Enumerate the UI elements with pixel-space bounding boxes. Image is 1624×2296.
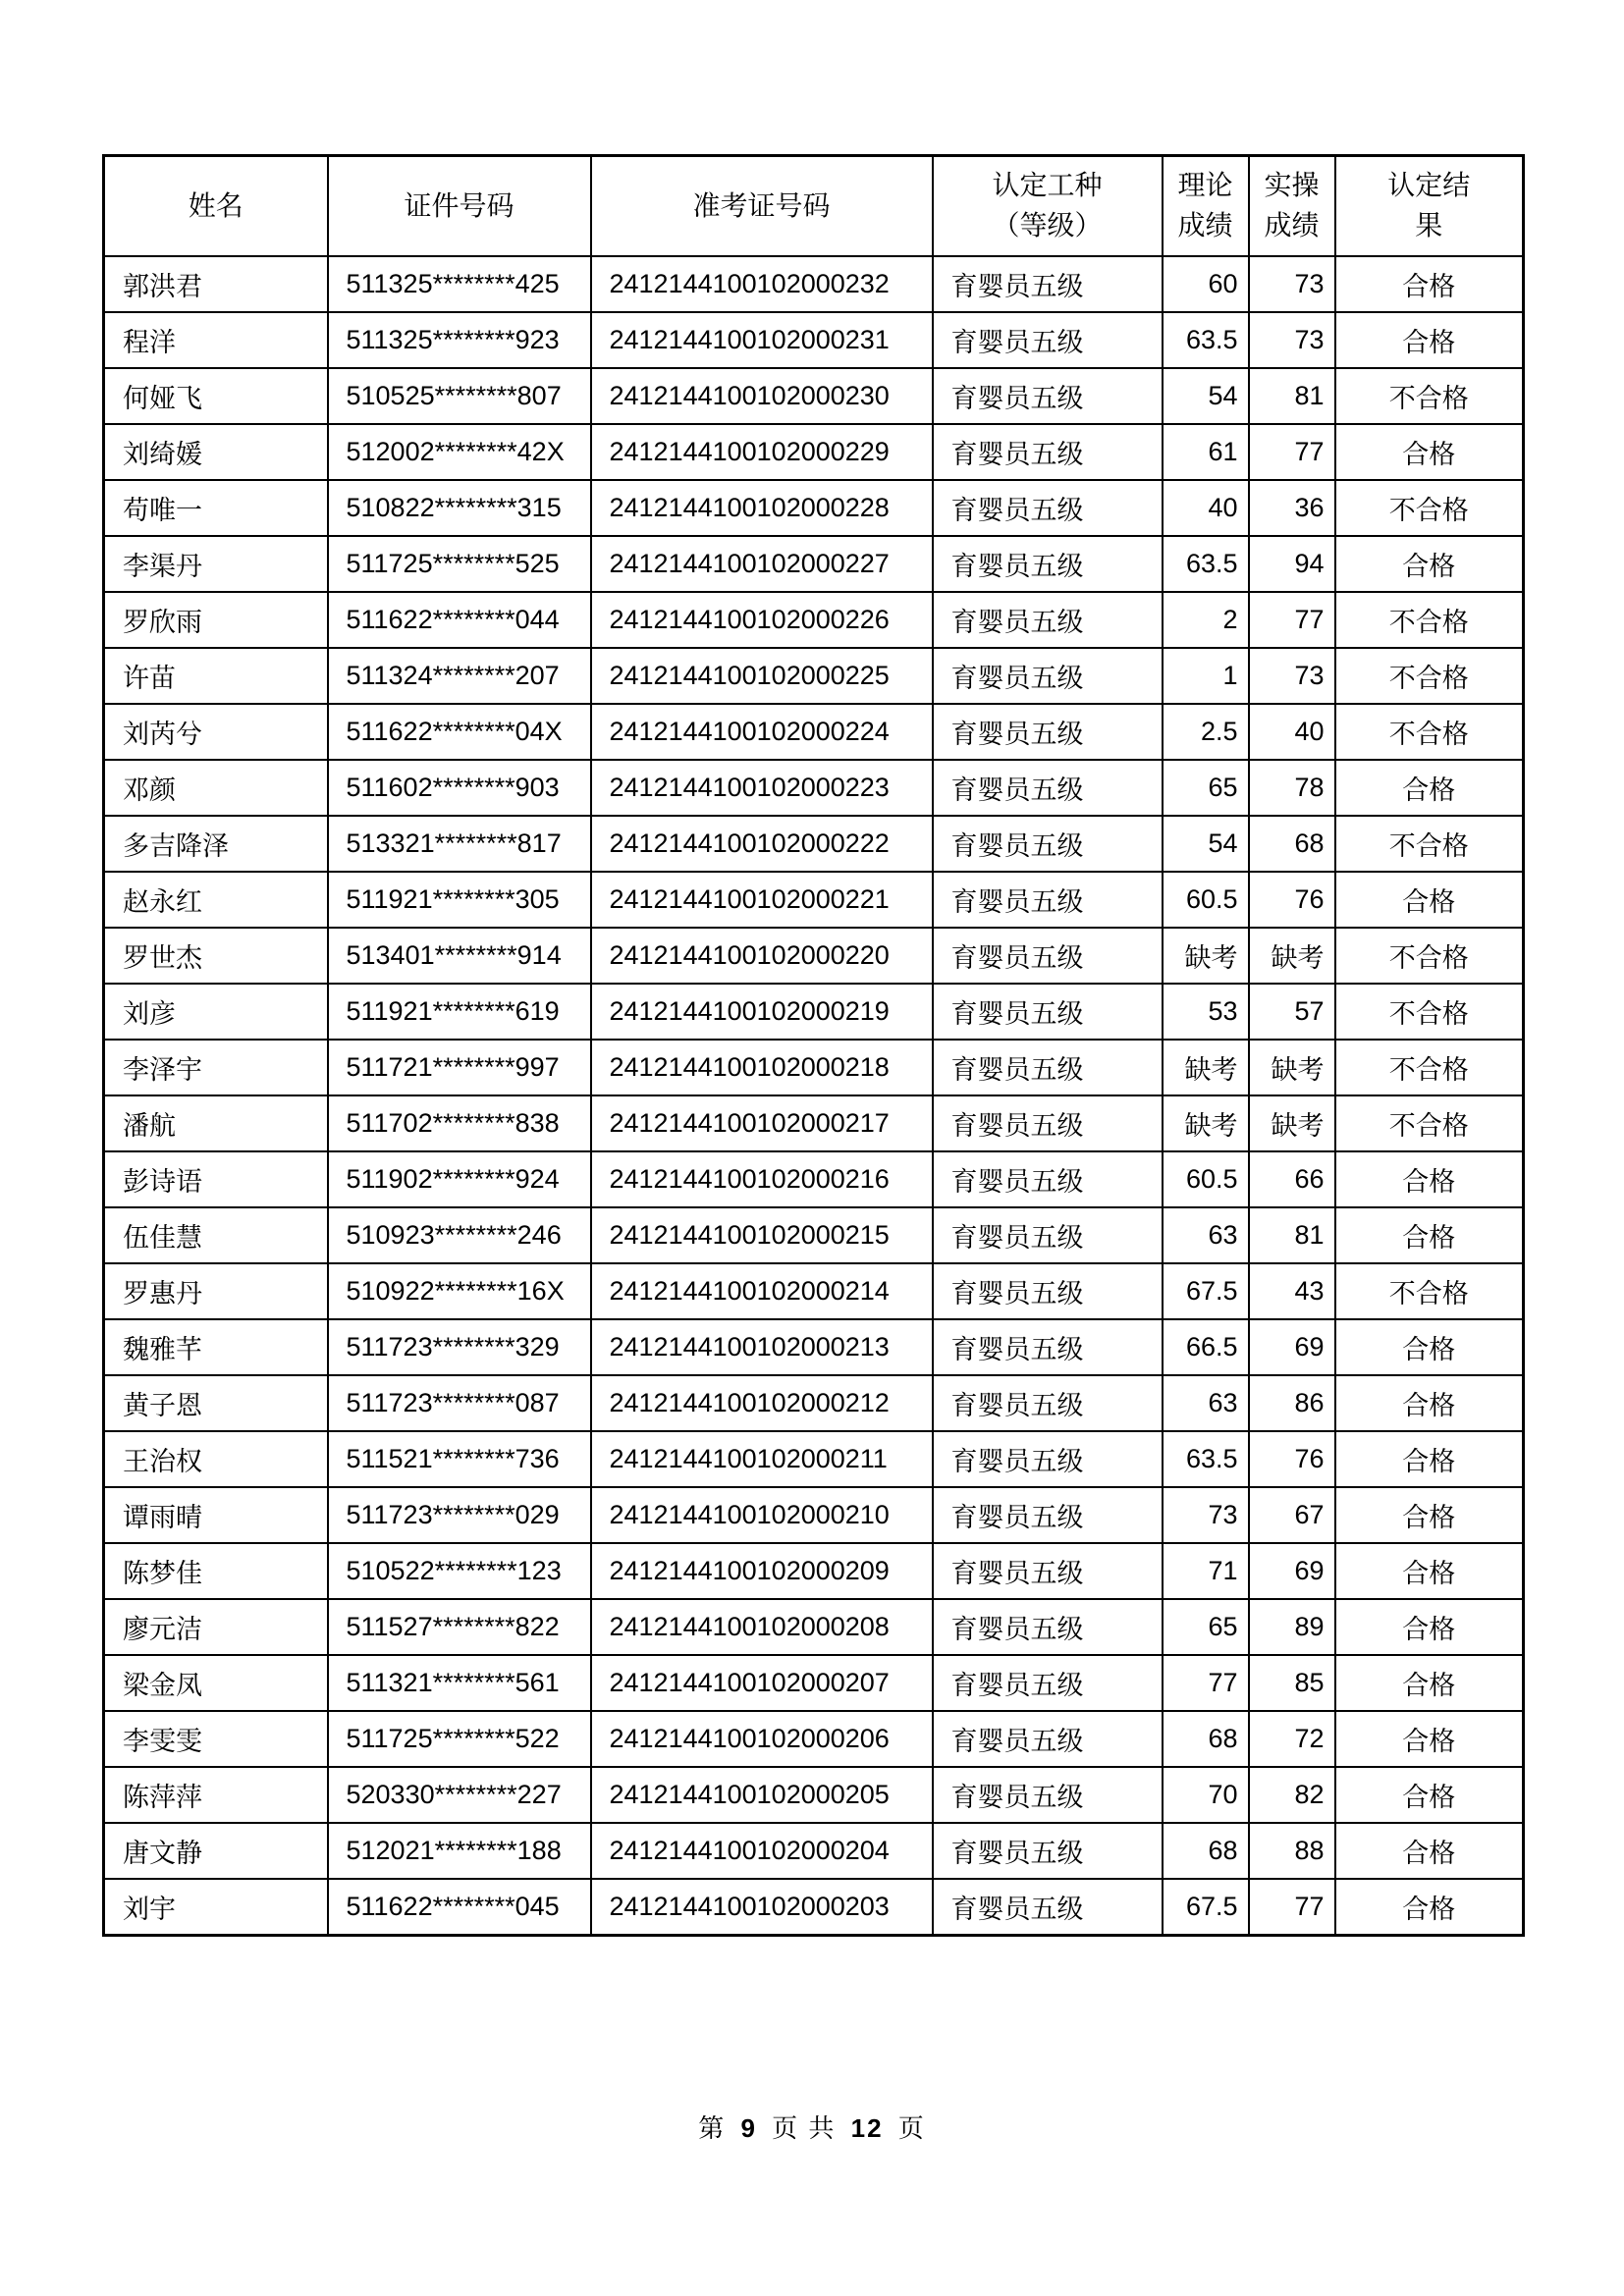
occupation-cell: 育婴员五级 <box>933 1767 1163 1823</box>
occupation-cell: 育婴员五级 <box>933 816 1163 872</box>
table-row <box>104 536 1524 592</box>
practical-score-cell: 缺考 <box>1249 928 1335 984</box>
id-number-cell: 511902********924 <box>328 1151 591 1207</box>
table-row <box>104 872 1524 928</box>
theory-score-cell: 66.5 <box>1163 1319 1249 1375</box>
col-header-theory-score <box>1163 156 1249 257</box>
theory-score-cell: 54 <box>1163 368 1249 424</box>
result-cell: 合格 <box>1335 256 1524 312</box>
practical-score-cell: 73 <box>1249 312 1335 368</box>
name-cell: 李渠丹 <box>104 536 328 592</box>
theory-score-cell: 67.5 <box>1163 1263 1249 1319</box>
practical-score-cell: 76 <box>1249 872 1335 928</box>
result-cell: 合格 <box>1335 1375 1524 1431</box>
name-cell: 何娅飞 <box>104 368 328 424</box>
name-cell: 李雯雯 <box>104 1711 328 1767</box>
result-cell: 合格 <box>1335 1711 1524 1767</box>
exam-number-cell: 2412144100102000223 <box>591 760 933 816</box>
result-cell: 合格 <box>1335 1487 1524 1543</box>
table-row <box>104 368 1524 424</box>
id-number-cell: 511723********329 <box>328 1319 591 1375</box>
exam-number-cell: 2412144100102000214 <box>591 1263 933 1319</box>
theory-score-cell: 40 <box>1163 480 1249 536</box>
practical-score-cell: 43 <box>1249 1263 1335 1319</box>
theory-score-cell: 53 <box>1163 984 1249 1040</box>
footer-total-pages: 12 <box>850 2113 884 2143</box>
theory-score-cell: 68 <box>1163 1711 1249 1767</box>
exam-number-cell: 2412144100102000226 <box>591 592 933 648</box>
table-row <box>104 1040 1524 1095</box>
occupation-cell: 育婴员五级 <box>933 1823 1163 1879</box>
name-cell: 廖元洁 <box>104 1599 328 1655</box>
theory-score-cell: 1 <box>1163 648 1249 704</box>
result-cell: 合格 <box>1335 1767 1524 1823</box>
practical-score-cell: 72 <box>1249 1711 1335 1767</box>
name-cell: 魏雅芊 <box>104 1319 328 1375</box>
practical-score-cell: 36 <box>1249 480 1335 536</box>
col-header-result-line2: 果 <box>1415 210 1443 240</box>
id-number-cell: 513401********914 <box>328 928 591 984</box>
name-cell: 潘航 <box>104 1095 328 1151</box>
occupation-cell: 育婴员五级 <box>933 1487 1163 1543</box>
name-cell: 刘绮媛 <box>104 424 328 480</box>
id-number-cell: 511622********04X <box>328 704 591 760</box>
name-cell: 谭雨晴 <box>104 1487 328 1543</box>
col-header-name-label: 姓名 <box>188 189 244 221</box>
col-header-occupation <box>933 156 1163 257</box>
result-cell: 合格 <box>1335 1431 1524 1487</box>
name-cell: 陈萍萍 <box>104 1767 328 1823</box>
theory-score-cell: 54 <box>1163 816 1249 872</box>
practical-score-cell: 67 <box>1249 1487 1335 1543</box>
name-cell: 刘宇 <box>104 1879 328 1936</box>
occupation-cell: 育婴员五级 <box>933 480 1163 536</box>
col-header-exam-number-label: 准考证号码 <box>692 189 831 221</box>
col-header-theory-line1: 理论 <box>1177 170 1233 201</box>
occupation-cell: 育婴员五级 <box>933 1879 1163 1936</box>
result-cell: 合格 <box>1335 1151 1524 1207</box>
table-row <box>104 648 1524 704</box>
practical-score-cell: 77 <box>1249 1879 1335 1936</box>
occupation-cell: 育婴员五级 <box>933 1655 1163 1711</box>
id-number-cell: 511725********522 <box>328 1711 591 1767</box>
occupation-cell: 育婴员五级 <box>933 760 1163 816</box>
exam-number-cell: 2412144100102000204 <box>591 1823 933 1879</box>
results-table <box>102 154 1525 1937</box>
exam-number-cell: 2412144100102000206 <box>591 1711 933 1767</box>
name-cell: 许苗 <box>104 648 328 704</box>
result-cell: 合格 <box>1335 1823 1524 1879</box>
col-header-theory-line2: 成绩 <box>1177 210 1233 240</box>
result-cell: 不合格 <box>1335 648 1524 704</box>
name-cell: 苟唯一 <box>104 480 328 536</box>
id-number-cell: 512021********188 <box>328 1823 591 1879</box>
table-row <box>104 984 1524 1040</box>
table-row <box>104 1655 1524 1711</box>
id-number-cell: 510922********16X <box>328 1263 591 1319</box>
result-cell: 合格 <box>1335 1655 1524 1711</box>
result-cell: 合格 <box>1335 1207 1524 1263</box>
theory-score-cell: 68 <box>1163 1823 1249 1879</box>
occupation-cell: 育婴员五级 <box>933 368 1163 424</box>
exam-number-cell: 2412144100102000211 <box>591 1431 933 1487</box>
theory-score-cell: 缺考 <box>1163 1095 1249 1151</box>
occupation-cell: 育婴员五级 <box>933 704 1163 760</box>
results-table-header <box>104 156 1524 257</box>
table-row <box>104 1375 1524 1431</box>
table-row <box>104 1263 1524 1319</box>
footer-mid: 页 共 <box>772 2113 837 2143</box>
exam-number-cell: 2412144100102000209 <box>591 1543 933 1599</box>
occupation-cell: 育婴员五级 <box>933 424 1163 480</box>
occupation-cell: 育婴员五级 <box>933 648 1163 704</box>
practical-score-cell: 81 <box>1249 368 1335 424</box>
col-header-occupation-line2: （等级） <box>992 210 1103 240</box>
table-row <box>104 1207 1524 1263</box>
page-footer <box>0 2109 1624 2145</box>
table-row <box>104 480 1524 536</box>
occupation-cell: 育婴员五级 <box>933 1711 1163 1767</box>
result-cell: 不合格 <box>1335 368 1524 424</box>
practical-score-cell: 89 <box>1249 1599 1335 1655</box>
table-row <box>104 1599 1524 1655</box>
theory-score-cell: 63 <box>1163 1375 1249 1431</box>
theory-score-cell: 63.5 <box>1163 1431 1249 1487</box>
col-header-id-number <box>328 156 591 257</box>
table-row <box>104 1823 1524 1879</box>
col-header-practical-line2: 成绩 <box>1264 210 1320 240</box>
col-header-practical-line1: 实操 <box>1264 170 1320 201</box>
occupation-cell: 育婴员五级 <box>933 928 1163 984</box>
theory-score-cell: 71 <box>1163 1543 1249 1599</box>
theory-score-cell: 缺考 <box>1163 1040 1249 1095</box>
name-cell: 罗世杰 <box>104 928 328 984</box>
id-number-cell: 512002********42X <box>328 424 591 480</box>
table-row <box>104 1431 1524 1487</box>
occupation-cell: 育婴员五级 <box>933 592 1163 648</box>
name-cell: 罗欣雨 <box>104 592 328 648</box>
name-cell: 罗惠丹 <box>104 1263 328 1319</box>
occupation-cell: 育婴员五级 <box>933 1599 1163 1655</box>
table-row <box>104 704 1524 760</box>
id-number-cell: 511921********619 <box>328 984 591 1040</box>
occupation-cell: 育婴员五级 <box>933 1095 1163 1151</box>
name-cell: 郭洪君 <box>104 256 328 312</box>
practical-score-cell: 73 <box>1249 648 1335 704</box>
name-cell: 程洋 <box>104 312 328 368</box>
name-cell: 李泽宇 <box>104 1040 328 1095</box>
name-cell: 邓颜 <box>104 760 328 816</box>
result-cell: 不合格 <box>1335 592 1524 648</box>
id-number-cell: 511721********997 <box>328 1040 591 1095</box>
id-number-cell: 511324********207 <box>328 648 591 704</box>
practical-score-cell: 77 <box>1249 592 1335 648</box>
name-cell: 彭诗语 <box>104 1151 328 1207</box>
table-row <box>104 592 1524 648</box>
id-number-cell: 510923********246 <box>328 1207 591 1263</box>
id-number-cell: 511527********822 <box>328 1599 591 1655</box>
practical-score-cell: 78 <box>1249 760 1335 816</box>
exam-number-cell: 2412144100102000217 <box>591 1095 933 1151</box>
table-row <box>104 1711 1524 1767</box>
theory-score-cell: 63.5 <box>1163 536 1249 592</box>
practical-score-cell: 76 <box>1249 1431 1335 1487</box>
occupation-cell: 育婴员五级 <box>933 1207 1163 1263</box>
exam-number-cell: 2412144100102000224 <box>591 704 933 760</box>
name-cell: 唐文静 <box>104 1823 328 1879</box>
occupation-cell: 育婴员五级 <box>933 1375 1163 1431</box>
practical-score-cell: 69 <box>1249 1319 1335 1375</box>
results-table-body <box>104 256 1524 1936</box>
occupation-cell: 育婴员五级 <box>933 256 1163 312</box>
result-cell: 合格 <box>1335 1543 1524 1599</box>
table-row <box>104 256 1524 312</box>
theory-score-cell: 缺考 <box>1163 928 1249 984</box>
practical-score-cell: 88 <box>1249 1823 1335 1879</box>
exam-number-cell: 2412144100102000227 <box>591 536 933 592</box>
exam-number-cell: 2412144100102000216 <box>591 1151 933 1207</box>
exam-number-cell: 2412144100102000203 <box>591 1879 933 1936</box>
exam-number-cell: 2412144100102000207 <box>591 1655 933 1711</box>
practical-score-cell: 81 <box>1249 1207 1335 1263</box>
practical-score-cell: 73 <box>1249 256 1335 312</box>
occupation-cell: 育婴员五级 <box>933 872 1163 928</box>
exam-number-cell: 2412144100102000230 <box>591 368 933 424</box>
table-row <box>104 1543 1524 1599</box>
id-number-cell: 511521********736 <box>328 1431 591 1487</box>
col-header-exam-number <box>591 156 933 257</box>
id-number-cell: 511702********838 <box>328 1095 591 1151</box>
theory-score-cell: 60.5 <box>1163 1151 1249 1207</box>
table-row <box>104 928 1524 984</box>
occupation-cell: 育婴员五级 <box>933 536 1163 592</box>
practical-score-cell: 85 <box>1249 1655 1335 1711</box>
practical-score-cell: 68 <box>1249 816 1335 872</box>
table-row <box>104 312 1524 368</box>
theory-score-cell: 2 <box>1163 592 1249 648</box>
table-row <box>104 760 1524 816</box>
result-cell: 合格 <box>1335 424 1524 480</box>
id-number-cell: 511723********029 <box>328 1487 591 1543</box>
occupation-cell: 育婴员五级 <box>933 1040 1163 1095</box>
table-row <box>104 424 1524 480</box>
exam-number-cell: 2412144100102000232 <box>591 256 933 312</box>
exam-number-cell: 2412144100102000205 <box>591 1767 933 1823</box>
result-cell: 不合格 <box>1335 816 1524 872</box>
practical-score-cell: 66 <box>1249 1151 1335 1207</box>
practical-score-cell: 40 <box>1249 704 1335 760</box>
name-cell: 梁金凤 <box>104 1655 328 1711</box>
table-row <box>104 1487 1524 1543</box>
name-cell: 刘芮兮 <box>104 704 328 760</box>
footer-prefix: 第 <box>698 2113 727 2143</box>
theory-score-cell: 70 <box>1163 1767 1249 1823</box>
exam-number-cell: 2412144100102000219 <box>591 984 933 1040</box>
table-row <box>104 1767 1524 1823</box>
name-cell: 黄子恩 <box>104 1375 328 1431</box>
id-number-cell: 511921********305 <box>328 872 591 928</box>
theory-score-cell: 63 <box>1163 1207 1249 1263</box>
footer-current-page: 9 <box>740 2113 757 2143</box>
id-number-cell: 520330********227 <box>328 1767 591 1823</box>
exam-number-cell: 2412144100102000213 <box>591 1319 933 1375</box>
col-header-occupation-line1: 认定工种 <box>992 170 1103 201</box>
name-cell: 陈梦佳 <box>104 1543 328 1599</box>
occupation-cell: 育婴员五级 <box>933 984 1163 1040</box>
result-cell: 不合格 <box>1335 704 1524 760</box>
theory-score-cell: 73 <box>1163 1487 1249 1543</box>
table-row <box>104 1095 1524 1151</box>
occupation-cell: 育婴员五级 <box>933 1319 1163 1375</box>
result-cell: 不合格 <box>1335 1095 1524 1151</box>
practical-score-cell: 缺考 <box>1249 1040 1335 1095</box>
theory-score-cell: 65 <box>1163 1599 1249 1655</box>
table-row <box>104 1319 1524 1375</box>
name-cell: 伍佳慧 <box>104 1207 328 1263</box>
exam-number-cell: 2412144100102000208 <box>591 1599 933 1655</box>
result-cell: 不合格 <box>1335 1040 1524 1095</box>
theory-score-cell: 61 <box>1163 424 1249 480</box>
occupation-cell: 育婴员五级 <box>933 1151 1163 1207</box>
exam-number-cell: 2412144100102000228 <box>591 480 933 536</box>
practical-score-cell: 57 <box>1249 984 1335 1040</box>
exam-number-cell: 2412144100102000221 <box>591 872 933 928</box>
col-header-practical-score <box>1249 156 1335 257</box>
theory-score-cell: 60 <box>1163 256 1249 312</box>
name-cell: 多吉降泽 <box>104 816 328 872</box>
col-header-name <box>104 156 328 257</box>
result-cell: 合格 <box>1335 760 1524 816</box>
footer-suffix: 页 <box>897 2113 926 2143</box>
col-header-result <box>1335 156 1524 257</box>
header-row <box>104 156 1524 257</box>
practical-score-cell: 94 <box>1249 536 1335 592</box>
occupation-cell: 育婴员五级 <box>933 1431 1163 1487</box>
id-number-cell: 511325********923 <box>328 312 591 368</box>
result-cell: 不合格 <box>1335 984 1524 1040</box>
exam-number-cell: 2412144100102000220 <box>591 928 933 984</box>
result-cell: 合格 <box>1335 1319 1524 1375</box>
id-number-cell: 513321********817 <box>328 816 591 872</box>
id-number-cell: 511325********425 <box>328 256 591 312</box>
id-number-cell: 511725********525 <box>328 536 591 592</box>
result-cell: 合格 <box>1335 872 1524 928</box>
theory-score-cell: 2.5 <box>1163 704 1249 760</box>
theory-score-cell: 60.5 <box>1163 872 1249 928</box>
id-number-cell: 511622********045 <box>328 1879 591 1936</box>
table-row <box>104 816 1524 872</box>
table-row <box>104 1879 1524 1936</box>
name-cell: 赵永红 <box>104 872 328 928</box>
id-number-cell: 510822********315 <box>328 480 591 536</box>
name-cell: 刘彦 <box>104 984 328 1040</box>
id-number-cell: 510522********123 <box>328 1543 591 1599</box>
practical-score-cell: 86 <box>1249 1375 1335 1431</box>
col-header-id-number-label: 证件号码 <box>404 189 514 221</box>
result-cell: 不合格 <box>1335 480 1524 536</box>
result-cell: 不合格 <box>1335 928 1524 984</box>
exam-number-cell: 2412144100102000222 <box>591 816 933 872</box>
practical-score-cell: 69 <box>1249 1543 1335 1599</box>
result-cell: 合格 <box>1335 1879 1524 1936</box>
id-number-cell: 511723********087 <box>328 1375 591 1431</box>
exam-number-cell: 2412144100102000215 <box>591 1207 933 1263</box>
id-number-cell: 511622********044 <box>328 592 591 648</box>
table-row <box>104 1151 1524 1207</box>
occupation-cell: 育婴员五级 <box>933 1263 1163 1319</box>
occupation-cell: 育婴员五级 <box>933 312 1163 368</box>
result-cell: 不合格 <box>1335 1263 1524 1319</box>
id-number-cell: 511321********561 <box>328 1655 591 1711</box>
name-cell: 王治权 <box>104 1431 328 1487</box>
id-number-cell: 510525********807 <box>328 368 591 424</box>
result-cell: 合格 <box>1335 1599 1524 1655</box>
exam-number-cell: 2412144100102000229 <box>591 424 933 480</box>
exam-number-cell: 2412144100102000210 <box>591 1487 933 1543</box>
id-number-cell: 511602********903 <box>328 760 591 816</box>
result-cell: 合格 <box>1335 312 1524 368</box>
occupation-cell: 育婴员五级 <box>933 1543 1163 1599</box>
col-header-result-line1: 认定结 <box>1387 170 1471 201</box>
exam-number-cell: 2412144100102000225 <box>591 648 933 704</box>
theory-score-cell: 77 <box>1163 1655 1249 1711</box>
theory-score-cell: 67.5 <box>1163 1879 1249 1936</box>
exam-number-cell: 2412144100102000218 <box>591 1040 933 1095</box>
theory-score-cell: 63.5 <box>1163 312 1249 368</box>
result-cell: 合格 <box>1335 536 1524 592</box>
practical-score-cell: 缺考 <box>1249 1095 1335 1151</box>
theory-score-cell: 65 <box>1163 760 1249 816</box>
practical-score-cell: 82 <box>1249 1767 1335 1823</box>
exam-number-cell: 2412144100102000231 <box>591 312 933 368</box>
practical-score-cell: 77 <box>1249 424 1335 480</box>
exam-number-cell: 2412144100102000212 <box>591 1375 933 1431</box>
